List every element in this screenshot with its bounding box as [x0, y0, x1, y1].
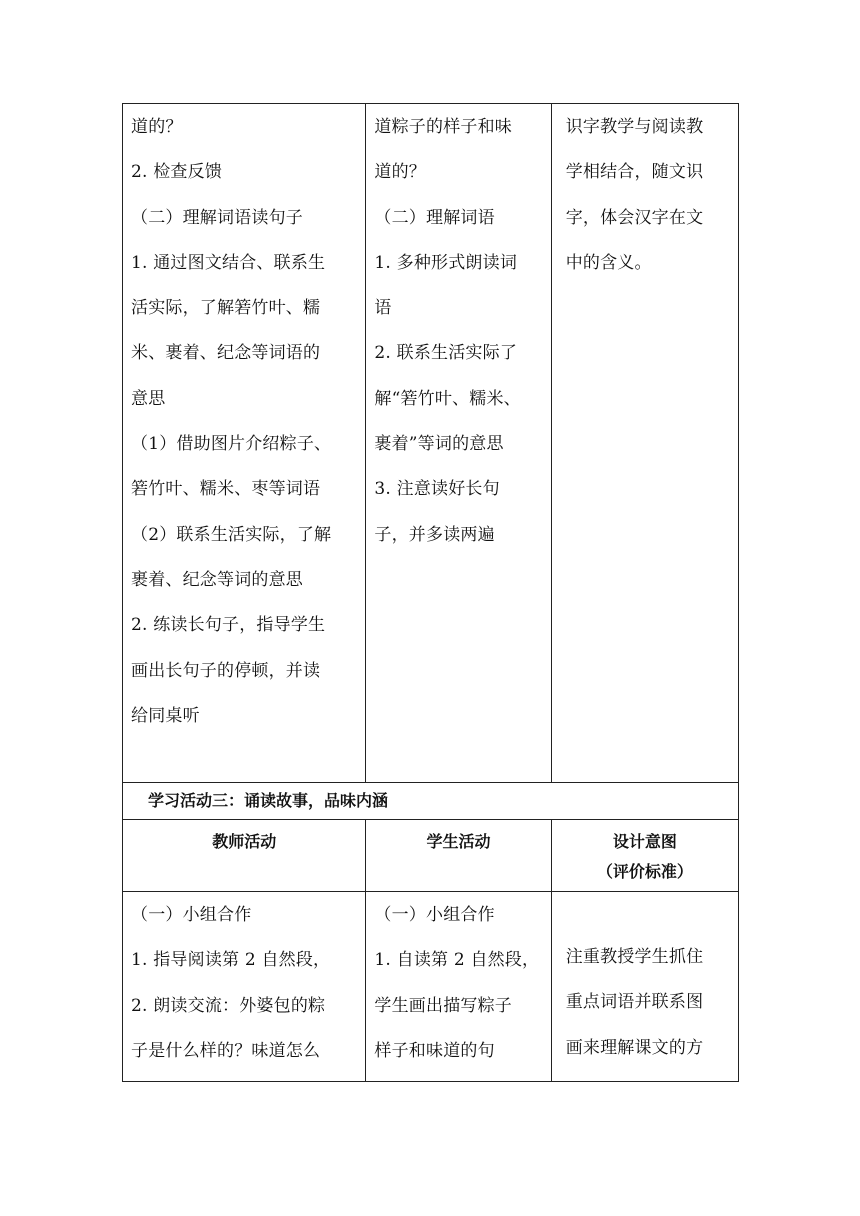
text-line: 画来理解课文的方 — [565, 1037, 704, 1058]
text-line: （一）小组合作 — [374, 905, 495, 925]
text-line: 2. 练读长句子，指导学生 — [131, 615, 326, 636]
teacher-activity-cell — [123, 892, 366, 1082]
text-line: 2. 联系生活实际了 — [374, 343, 518, 364]
text-line: （一）小组合作 — [131, 905, 252, 925]
text-line: 裹着”等词的意思 — [374, 434, 504, 455]
header-teacher-cell — [123, 820, 366, 892]
text-line: （二）理解词语读句子 — [131, 207, 303, 228]
table-row — [123, 104, 739, 783]
lesson-plan-page — [122, 103, 739, 1082]
text-line: 注重教授学生抓住 — [565, 947, 704, 967]
text-line: 学生画出描写粽子 — [374, 995, 512, 1016]
text-line: 样子和味道的句 — [374, 1040, 495, 1061]
header-student: 学生活动 — [426, 832, 491, 851]
header-design: 设计意图 — [612, 832, 677, 851]
activity-title: 学习活动三：诵读故事，品味内涵 — [148, 791, 389, 810]
text-line: 字，体会汉字在文 — [565, 207, 704, 228]
text-line: 1. 多种形式朗读词 — [374, 252, 518, 273]
teacher-activity-cell — [123, 104, 366, 783]
text-line: 1. 通过图文结合、联系生 — [131, 252, 326, 273]
table-header-row — [123, 820, 739, 892]
activity-title-cell — [123, 783, 739, 820]
student-activity-cell — [366, 892, 551, 1082]
text-line: 学相结合，随文识 — [565, 162, 704, 183]
text-line: 裹着、纪念等词的意思 — [131, 569, 303, 590]
student-activity-cell — [366, 104, 551, 783]
text-line: （1）借助图片介绍粽子、 — [131, 434, 332, 455]
text-line: 活实际，了解箬竹叶、糯 — [131, 298, 321, 319]
text-line: 子，并多读两遍 — [374, 524, 495, 545]
text-line: 解“箬竹叶、糯米、 — [374, 388, 521, 409]
text-line: 语 — [374, 298, 392, 319]
text-line: 道粽子的样子和味 — [374, 117, 512, 137]
table-row — [123, 892, 739, 1082]
text-line: 画出长句子的停顿，并读 — [131, 660, 321, 681]
text-line: 中的含义。 — [565, 252, 652, 273]
header-student-cell — [366, 820, 551, 892]
text-line: 2. 检查反馈 — [131, 162, 223, 183]
lesson-plan-table — [122, 103, 739, 1082]
table-row — [123, 783, 739, 820]
text-line: （2）联系生活实际，了解 — [131, 524, 332, 545]
text-line: 米、裹着、纪念等词语的 — [131, 343, 321, 364]
text-line: 给同桌听 — [131, 705, 200, 726]
text-line: 道的？ — [374, 162, 426, 183]
text-line: 识字教学与阅读教 — [565, 117, 704, 137]
text-line: 1. 指导阅读第 2 自然段， — [131, 950, 331, 971]
text-line: （二）理解词语 — [374, 207, 495, 228]
header-design-sub: （评价标准） — [596, 862, 693, 881]
header-design-cell — [551, 820, 738, 892]
text-line: 道的？ — [131, 117, 183, 137]
text-line: 箬竹叶、糯米、枣等词语 — [131, 479, 321, 500]
text-line: 重点词语并联系图 — [565, 992, 704, 1013]
text-line: 3. 注意读好长句 — [374, 479, 500, 500]
text-line: 意思 — [131, 388, 166, 409]
design-intent-cell — [551, 892, 738, 1082]
text-line: 1. 自读第 2 自然段， — [374, 950, 540, 971]
design-intent-cell — [551, 104, 738, 783]
text-line: 子是什么样的？味道怎么 — [131, 1040, 321, 1061]
text-line: 2. 朗读交流：外婆包的粽 — [131, 995, 326, 1016]
header-teacher: 教师活动 — [212, 832, 277, 851]
